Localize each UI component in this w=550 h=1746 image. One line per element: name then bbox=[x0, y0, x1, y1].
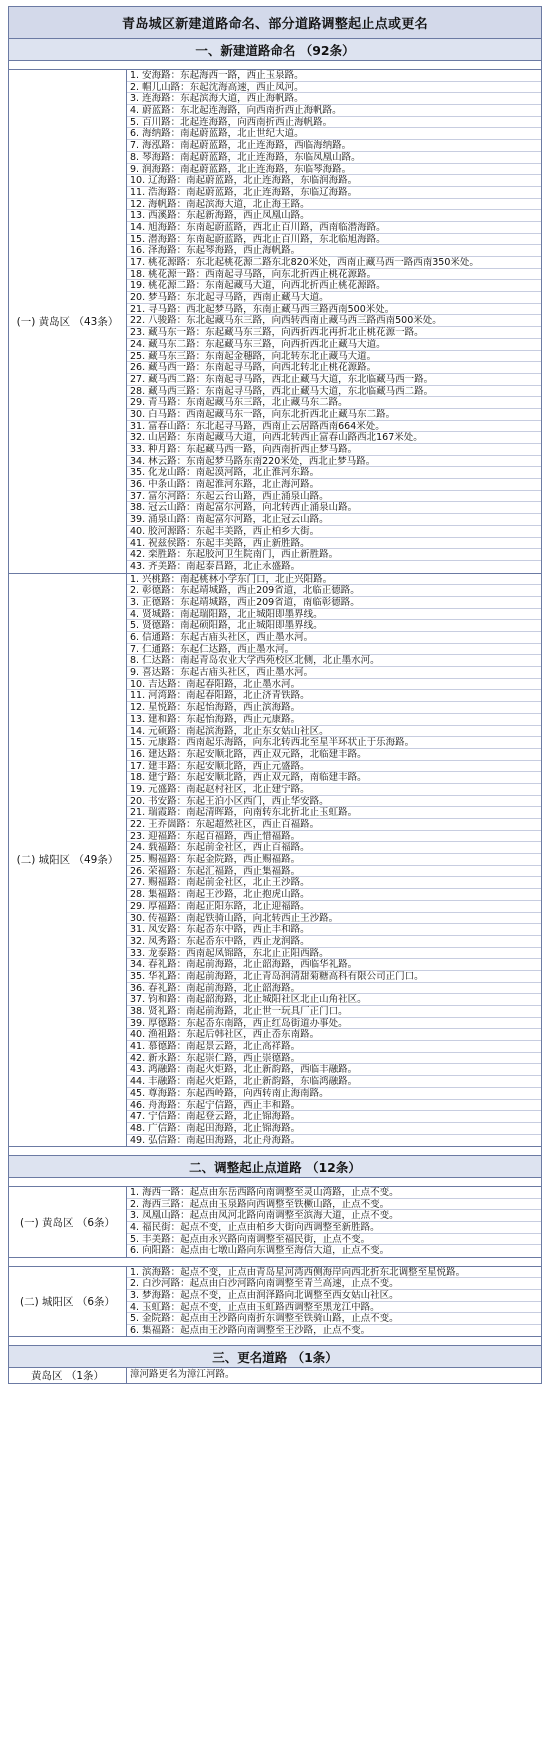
list-item: 3. 凤凰山路：起点由凤河北路向南调整至滨海大道，止点不变。 bbox=[127, 1210, 541, 1222]
list-item: 2. 白沙河路：起点由白沙河路向南调整至青兰高速，止点不变。 bbox=[127, 1278, 541, 1290]
spacer-row bbox=[9, 1147, 541, 1156]
list-item: 6. 集福路：起点由王沙路向南调整至王沙路，止点不变。 bbox=[130, 1324, 371, 1336]
list-item: 21. 瑞霞路：南起清晖路，向南转东北折北止玉虹路。 bbox=[127, 807, 541, 819]
group-rows bbox=[127, 70, 541, 573]
list-item: 25. 赐福路：东起金院路，西止赐福路。 bbox=[127, 854, 541, 866]
list-item: 29. 厚福路：南起正阳东路，北止迎福路。 bbox=[127, 901, 541, 913]
list-item: 4. 福民街：起点不变，止点由柏乡大街向西调整至新胜路。 bbox=[127, 1222, 541, 1234]
list-item: 12. 星悦路：东起怡海路，西止滨海路。 bbox=[127, 702, 541, 714]
list-item: 2. 帽儿山路：东起沈海高速，西止凤河。 bbox=[127, 82, 541, 94]
list-item: 27. 赐福路：南起前金社区，北止王沙路。 bbox=[127, 877, 541, 889]
list-item: 9. 喜达路：东起古庙头社区，西止墨水河。 bbox=[127, 667, 541, 679]
list-item: 11. 河湾路：南起春阳路，北止济青铁路。 bbox=[127, 690, 541, 702]
list-item: 41. 祝兹侯路：东起丰美路，西止新胜路。 bbox=[127, 538, 541, 550]
list-item: 24. 载福路：东起前金社区，西止百福路。 bbox=[127, 842, 541, 854]
list-item: 39. 厚德路：东起岙东南路，西止红岛街道办事处。 bbox=[127, 1018, 541, 1030]
list-item: 26. 荣福路：东起汇福路，西止集福路。 bbox=[127, 866, 541, 878]
list-item: 30. 传福路：南起铁骑山路，向北转西止王沙路。 bbox=[127, 913, 541, 925]
list-item: 漳河路更名为漳江河路。 bbox=[130, 1369, 235, 1381]
list-item: 33. 龙泰路：西南起凤锦路，东北止正阳西路。 bbox=[127, 948, 541, 960]
list-item: 6. 信通路：东起古庙头社区，西止墨水河。 bbox=[127, 632, 541, 644]
list-item: 39. 涌泉山路：南起富尔河路，北止冠云山路。 bbox=[127, 514, 541, 526]
list-item: 18. 桃花源一路：西南起寻马路，向东北折西止桃花源路。 bbox=[127, 269, 541, 281]
list-item: 48. 广信路：南起田海路，北止锦海路。 bbox=[127, 1123, 541, 1135]
list-item: 20. 梦马路：东北起寻马路，西南止藏马大道。 bbox=[127, 292, 541, 304]
group-huangdao-new bbox=[9, 70, 541, 574]
group-label: 黄岛区 （1条） bbox=[9, 1368, 127, 1383]
list-item: 16. 建达路：东起安顺北路，西止双元路，北临建丰路。 bbox=[127, 749, 541, 761]
group-huangdao-renamed bbox=[9, 1368, 541, 1383]
list-item: 38. 冠云山路：南起富尔河路，向北转西止涌泉山路。 bbox=[127, 502, 541, 514]
list-item: 7. 仁通路：东起仁达路，西止墨水河。 bbox=[127, 644, 541, 656]
list-item: 43. 齐美路：南起泰昌路，北止永盛路。 bbox=[130, 560, 301, 572]
list-item: 37. 富尔河路：东起云台山路，西止涌泉山路。 bbox=[127, 491, 541, 503]
list-item: 13. 建和路：东起怡海路，西止元康路。 bbox=[127, 714, 541, 726]
list-item: 29. 青马路：东南起藏马东三路，北止藏马东二路。 bbox=[127, 397, 541, 409]
list-item: 47. 宁信路：南起登云路，北止锦海路。 bbox=[127, 1111, 541, 1123]
list-item: 13. 西溪路：东起新海路，西止凤凰山路。 bbox=[127, 210, 541, 222]
group-label: (一) 黄岛区 （43条） bbox=[9, 70, 127, 573]
spacer-row bbox=[9, 1178, 541, 1187]
list-item: 16. 泽海路：东起琴海路，西止海帆路。 bbox=[127, 245, 541, 257]
group-rows bbox=[127, 1187, 541, 1257]
group-label: (二) 城阳区 （49条） bbox=[9, 574, 127, 1147]
list-item: 14. 旭海路：东南起蔚蓝路，西北止百川路，西南临潜海路。 bbox=[127, 222, 541, 234]
list-item: 12. 海帆路：南起滨海大道，北止海王路。 bbox=[127, 199, 541, 211]
list-item: 4. 贤城路：南起瑞阳路，北止城阳即墨界线。 bbox=[127, 609, 541, 621]
list-item: 18. 建宁路：东起安顺北路，西止双元路，南临建丰路。 bbox=[127, 772, 541, 784]
list-item: 46. 舟海路：东起宁信路，西止丰和路。 bbox=[127, 1100, 541, 1112]
section-heading-new-roads: 一、新建道路命名 （92条） bbox=[9, 39, 541, 61]
list-item: 32. 凤秀路：东起岙东中路，西止龙润路。 bbox=[127, 936, 541, 948]
group-rows bbox=[127, 1267, 541, 1337]
list-item: 22. 八骏路：东北起藏马东三路，向西转西南止藏马西三路西南500米处。 bbox=[127, 315, 541, 327]
group-label: (二) 城阳区 （6条） bbox=[9, 1267, 127, 1337]
list-item: 23. 藏马东一路：东起藏马东三路，向西折西北再折北止桃花源一路。 bbox=[127, 327, 541, 339]
list-item: 41. 慕德路：南起景云路，北止高祥路。 bbox=[127, 1041, 541, 1053]
list-item: 5. 贤德路：南起硕阳路，北止城阳即墨界线。 bbox=[127, 620, 541, 632]
list-item: 2. 海西三路：起点由玉泉路向西调整至铁橛山路，止点不变。 bbox=[127, 1199, 541, 1211]
list-item: 1. 滨海路：起点不变，止点由青岛星河湾西侧海岸向西北折东北调整至星悦路。 bbox=[127, 1267, 541, 1279]
section-heading-adjusted-roads: 二、调整起止点道路 （12条） bbox=[9, 1156, 541, 1178]
list-item: 8. 琴海路：南起蔚蓝路，北止连海路，东临凤凰山路。 bbox=[127, 152, 541, 164]
group-rows bbox=[127, 574, 541, 1147]
list-item: 4. 玉虹路：起点不变，止点由玉虹路西调整至黑龙江中路。 bbox=[127, 1302, 541, 1314]
list-item: 40. 渔祖路：东起后韩社区，西止岙东南路。 bbox=[127, 1029, 541, 1041]
list-item: 28. 集福路：南起王沙路，北止抱虎山路。 bbox=[127, 889, 541, 901]
list-item: 2. 彰德路：东起靖城路，西止209省道，北临正德路。 bbox=[127, 585, 541, 597]
list-item: 7. 海泓路：南起蔚蓝路，北止连海路，西临海纳路。 bbox=[127, 140, 541, 152]
list-item: 10. 吉达路：南起春阳路，北止墨水河。 bbox=[127, 679, 541, 691]
list-item: 19. 桃花源二路：东南起藏马大道，向西北折西止桃花源路。 bbox=[127, 280, 541, 292]
list-item: 36. 中条山路：南起淮河东路，北止海河路。 bbox=[127, 479, 541, 491]
list-item: 21. 寻马路：西北起梦马路，东南止藏马西三路西南500米处。 bbox=[127, 304, 541, 316]
spacer-row bbox=[9, 1258, 541, 1267]
list-item: 20. 书安路：东起王泊小区西门，西止华安路。 bbox=[127, 796, 541, 808]
list-item: 23. 迎福路：东起百福路，西止惜福路。 bbox=[127, 831, 541, 843]
list-item: 42. 新永路：东起崇仁路，西止崇德路。 bbox=[127, 1053, 541, 1065]
list-item: 1. 兴桃路：南起桃林小学东门口，北止兴阳路。 bbox=[127, 574, 541, 586]
list-item: 34. 林云路：东南起梦马路东南220米处，西北止梦马路。 bbox=[127, 456, 541, 468]
list-item: 6. 向阳路：起点由七墩山路向东调整至海信大道，止点不变。 bbox=[130, 1245, 390, 1257]
list-item: 3. 连海路：东起滨海大道，西止海帆路。 bbox=[127, 93, 541, 105]
list-item: 6. 海纳路：南起蔚蓝路，北止世纪大道。 bbox=[127, 128, 541, 140]
list-item: 9. 润海路：南起蔚蓝路，北止连海路，东临琴海路。 bbox=[127, 164, 541, 176]
document-title: 青岛城区新建道路命名、部分道路调整起止点或更名 bbox=[9, 7, 541, 39]
list-item: 11. 浩海路：南起蔚蓝路，北止连海路，东临辽海路。 bbox=[127, 187, 541, 199]
list-item: 28. 藏马西三路：东南起寻马路，西北止藏马大道，东北临藏马西二路。 bbox=[127, 386, 541, 398]
list-item: 1. 海西一路：起点由东岳西路向南调整至灵山湾路，止点不变。 bbox=[127, 1187, 541, 1199]
group-chengyang-new bbox=[9, 574, 541, 1148]
list-item: 24. 藏马东二路：东起藏马东三路，向西折西北止藏马大道。 bbox=[127, 339, 541, 351]
list-item: 5. 丰美路：起点由永兴路向南调整至福民街，止点不变。 bbox=[127, 1234, 541, 1246]
list-item: 15. 元康路：西南起乐海路，向东北转西北至星半环状止于乐海路。 bbox=[127, 737, 541, 749]
list-item: 26. 藏马西一路：东南起寻马路，向西北转北止桃花源路。 bbox=[127, 362, 541, 374]
list-item: 31. 凤安路：东起岙东中路，西止丰和路。 bbox=[127, 924, 541, 936]
list-item: 30. 白马路：西南起藏马东一路，向东北折西北止藏马东二路。 bbox=[127, 409, 541, 421]
list-item: 5. 百川路：北起连海路，向西南折西止海帆路。 bbox=[127, 117, 541, 129]
list-item: 22. 王乔崮路：东起超然社区，西止百福路。 bbox=[127, 819, 541, 831]
group-chengyang-adjusted bbox=[9, 1267, 541, 1338]
section-heading-renamed-roads: 三、更名道路 （1条） bbox=[9, 1346, 541, 1368]
list-item: 27. 藏马西二路：东南起寻马路，西北止藏马大道，东北临藏马西一路。 bbox=[127, 374, 541, 386]
list-item: 33. 种月路：东起藏马西一路，向西南折西止梦马路。 bbox=[127, 444, 541, 456]
list-item: 8. 仁达路：南起青岛农业大学西苑校区北侧，北止墨水河。 bbox=[127, 655, 541, 667]
list-item: 40. 胶河源路：东起丰美路，西止柏乡大街。 bbox=[127, 526, 541, 538]
list-item: 49. 弘信路：南起田海路，北止舟海路。 bbox=[130, 1134, 301, 1146]
list-item: 10. 辽海路：南起蔚蓝路，北止连海路，东临润海路。 bbox=[127, 175, 541, 187]
list-item: 31. 富春山路：东北起寻马路，西南止云居路西南664米处。 bbox=[127, 421, 541, 433]
list-item: 37. 钧和路：南起韶海路，北止城阳社区北止山角社区。 bbox=[127, 994, 541, 1006]
list-item: 38. 贤礼路：南起前海路，北止世一玩具厂正门口。 bbox=[127, 1006, 541, 1018]
list-item: 15. 潜海路：东南起蔚蓝路，西北止百川路，东北临旭海路。 bbox=[127, 234, 541, 246]
list-item: 35. 华礼路：南起前海路，北止青岛润清甜菊糖高科有限公司正门口。 bbox=[127, 971, 541, 983]
list-item: 1. 安海路：东起海西一路，西止玉泉路。 bbox=[127, 70, 541, 82]
list-item: 17. 建丰路：东起安顺北路，西止元盛路。 bbox=[127, 761, 541, 773]
list-item: 42. 栾胜路：东起胶河卫生院南门，西止新胜路。 bbox=[127, 549, 541, 561]
list-item: 17. 桃花源路：东北起桃花源二路东北820米处，西南止藏马西一路西南350米处。 bbox=[127, 257, 541, 269]
document-table bbox=[8, 6, 542, 1384]
list-item: 4. 蔚蓝路：东北起连海路，向西南折西止海帆路。 bbox=[127, 105, 541, 117]
group-huangdao-adjusted bbox=[9, 1187, 541, 1258]
list-item: 5. 金院路：起点由王沙路向南折东调整至铁骑山路，止点不变。 bbox=[127, 1313, 541, 1325]
list-item: 19. 元盛路：南起赵村社区，北止建宁路。 bbox=[127, 784, 541, 796]
list-item: 14. 元硕路：南起滨海路，北止东女姑山社区。 bbox=[127, 726, 541, 738]
spacer-row bbox=[9, 1337, 541, 1346]
list-item: 32. 山居路：东南起藏马大道，向西北转西止富春山路西北167米处。 bbox=[127, 432, 541, 444]
list-item: 34. 春礼路：南起前海路，北止韶海路，西临华礼路。 bbox=[127, 959, 541, 971]
list-item: 35. 化龙山路：南起漠河路，北止淮河东路。 bbox=[127, 467, 541, 479]
list-item: 3. 正德路：东起靖城路，西止209省道，南临彰德路。 bbox=[127, 597, 541, 609]
list-item: 3. 梦海路：起点不变，止点由润泽路向北调整至西女姑山社区。 bbox=[127, 1290, 541, 1302]
list-item: 45. 尊海路：东起西岭路，向西转南止海南路。 bbox=[127, 1088, 541, 1100]
list-item: 44. 丰融路：南起火炬路，北止新韵路，东临鸿融路。 bbox=[127, 1076, 541, 1088]
list-item: 43. 鸿融路：南起火炬路，北止新韵路，西临丰融路。 bbox=[127, 1064, 541, 1076]
list-item: 36. 春礼路：南起前海路，北止韶海路。 bbox=[127, 983, 541, 995]
list-item: 25. 藏马东三路：东南起金穗路，向北转东北止藏马大道。 bbox=[127, 351, 541, 363]
group-rows bbox=[127, 1368, 541, 1383]
spacer-row bbox=[9, 61, 541, 70]
group-label: (一) 黄岛区 （6条） bbox=[9, 1187, 127, 1257]
